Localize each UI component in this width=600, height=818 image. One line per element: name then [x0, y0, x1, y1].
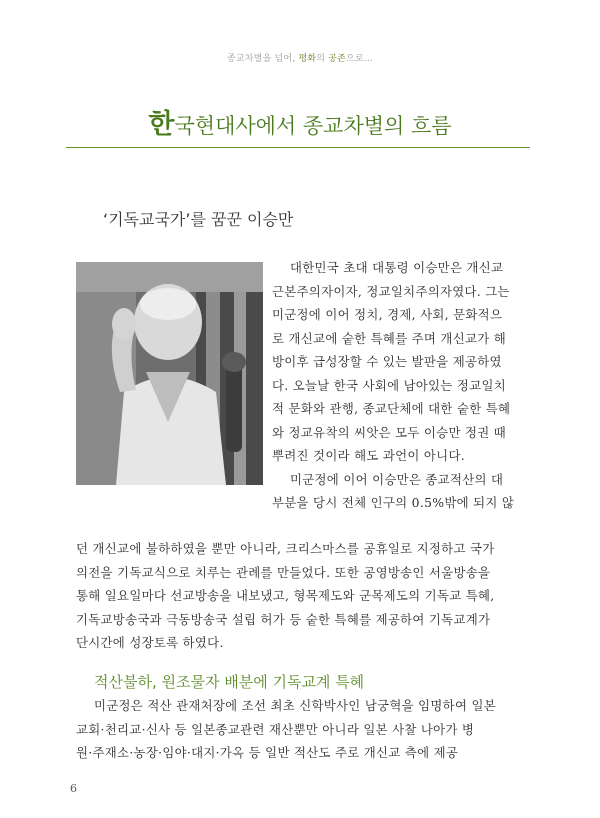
text-line: 부분을 당시 전체 인구의 0.5%밖에 되지 않 [272, 495, 515, 510]
running-title-highlight-2: 공존 [328, 54, 347, 64]
running-title-pre: 종교차별을 넘어, [227, 54, 299, 64]
text-line: 교회·천리교·신사 등 일본종교관련 재산뿐만 아니라 일본 사찰 나아가 병 [76, 721, 475, 737]
text-line: 다. 오늘날 한국 사회에 남아있는 정교일치 [272, 377, 507, 393]
text-line: 단시간에 성장토록 하였다. [76, 635, 224, 650]
text-line: 의전을 기독교식으로 치루는 관례를 만들었다. 또한 공영방송인 서울방송을 [76, 564, 491, 580]
text-line: 방이후 급성장할 수 있는 발판을 제공하였 [272, 354, 502, 369]
section-heading-1: ‘기독교국가’를 꿈꾼 이승만 [103, 210, 294, 229]
section2-paragraph [76, 694, 534, 765]
section-heading-2: 적산불하, 원조물자 배분에 기독교계 특혜 [94, 673, 365, 691]
chapter-title-rest: 국현대사에서 종교차별의 흐름 [174, 114, 452, 138]
running-title-highlight-1: 평화 [298, 54, 317, 64]
page-number: 6 [70, 782, 77, 795]
text-line: 뿌려진 것이라 해도 과언이 아니다. [272, 448, 465, 463]
text-line: 와 정교유착의 씨앗은 모두 이승만 정권 때 [272, 424, 507, 440]
text-line: 미군정에 이어 정치, 경제, 사회, 문화적으 [272, 307, 503, 322]
text-line: 근본주의자이자, 정교일치주의자였다. 그는 [272, 283, 510, 299]
running-title-mid: 의 [316, 54, 329, 64]
text-line: 적 문화와 관행, 종교단체에 대한 숱한 특혜 [272, 401, 511, 416]
running-title-post: 으로... [346, 54, 373, 64]
text-line: 기독교방송국과 극동방송국 설립 허가 등 숱한 특혜를 제공하여 기독교계가 [76, 611, 491, 627]
text-line: 던 개신교에 불하하였을 뿐만 아니라, 크리스마스를 공휴일로 지정하고 국가 [76, 541, 495, 556]
text-line: 미군정은 적산 관재처장에 조선 최초 신학박사인 남궁혁을 임명하여 일본 [94, 698, 496, 713]
text-line: 원·주재소·농장·임야·대지·가옥 등 일반 적산도 주로 개신교 측에 제공 [76, 745, 459, 760]
running-header [0, 51, 600, 64]
text-line: 미군정에 이어 이승만은 종교적산의 대 [290, 471, 504, 487]
section1-wrapped-paragraph [272, 256, 534, 515]
text-line: 로 개신교에 숱한 특혜를 주며 개신교가 해 [272, 330, 507, 346]
section1-full-paragraph [76, 537, 534, 655]
chapter-title [0, 102, 600, 141]
text-line: 대한민국 초대 대통령 이승만은 개신교 [290, 260, 504, 275]
photo-syngman-rhee [76, 262, 263, 485]
chapter-title-first-char: 한 [148, 109, 175, 140]
text-line: 통해 일요일마다 선교방송을 내보냈고, 형목제도와 군목제도의 기독교 특혜, [76, 588, 495, 603]
title-divider [66, 147, 530, 148]
